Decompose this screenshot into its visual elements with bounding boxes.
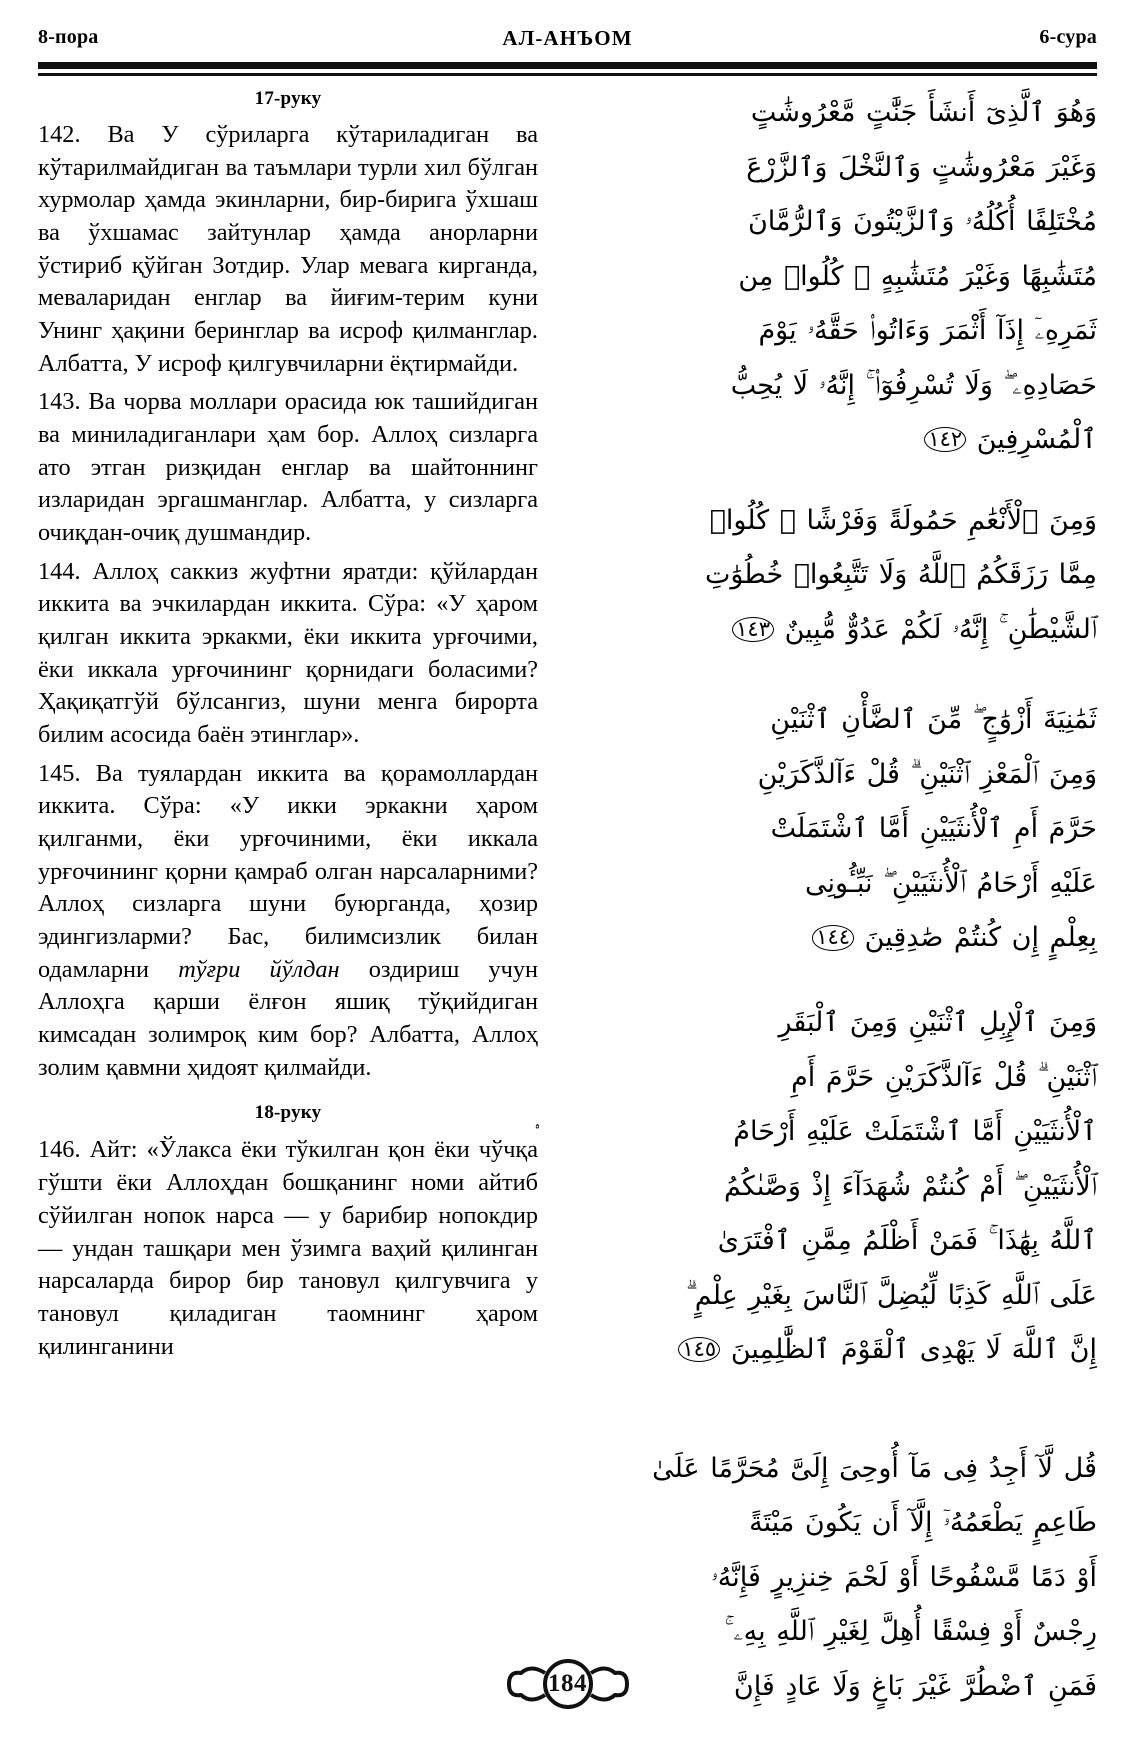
running-head-left: 8-пора bbox=[38, 26, 99, 48]
ayah-number-marker: ١٤٥ bbox=[678, 1337, 720, 1362]
page-footer bbox=[0, 1645, 1135, 1723]
verse-143 bbox=[38, 386, 538, 549]
ruku-heading-18: 18-руку bbox=[254, 1102, 322, 1124]
page-number: 184 bbox=[548, 1670, 587, 1697]
arabic-line: وَمِنَ ٱلْمَعْزِ ٱثْنَيْنِ ۗ قُلْ ءَآلذَّكَرَيْنِ bbox=[757, 758, 1097, 790]
arabic-line: وَمِنَ ٱلْأَنْعَٰمِ حَمُولَةً وَفَرْشًا ۚ كُلُوا۟ bbox=[709, 504, 1097, 536]
arabic-line-text: بِعِلْمٍ إِن كُنتُمْ صَٰدِقِينَ bbox=[864, 922, 1097, 954]
arabic-line: عَلَى ٱللَّهِ كَذِبًا لِّيُضِلَّ ٱلنَّاسَ بِغَيْرِ عِلْمٍ ۗ bbox=[686, 1279, 1097, 1311]
arabic-ayah-144 bbox=[560, 693, 1097, 966]
arabic-line-text: ٱلشَّيْطَٰنِ ۚ إِنَّهُۥ لَكُمْ عَدُوٌّ مُّبِينٌ bbox=[784, 613, 1097, 645]
verse-144 bbox=[38, 556, 538, 752]
arabic-line: مُتَشَٰبِهًا وَغَيْرَ مُتَشَٰبِهٍ ۚ كُلُوا۟ مِن bbox=[738, 260, 1097, 292]
arabic-line: مُخْتَلِفًا أُكُلُهُۥ وَٱلزَّيْتُونَ وَٱلرُّمَّانَ bbox=[747, 206, 1097, 238]
verse-text-142: Ва У сўриларга кўтариладиган ва кўтарилмайдиган ва таъмлари турли хил бўлган хурмолар ҳамда экинларни, бир-бирига ўхшаш ва ўхшамас зайтунлар ҳамда анорларни ўстириб қўйган Зотдир. Улар мевага кирганда, меваларидан енглар ва йиғим-терим куни Унинг ҳақини беринглар ва исроф қилманглар. Албатта, У исроф қилгувчиларни ёқтирмайди. bbox=[38, 121, 538, 377]
verse-number-144: 144. bbox=[38, 557, 81, 585]
verse-text-146: Айт: «Ўлакса ёки тўкилган қон ёки чўчқа гўшти ёки Аллоҳдан бошқанинг номи айтиб сўйилган нопок нарса — у барибир нопокдир — ундан ташқари мен ўзимга ваҳий қилинган нарсаларда бирор бир тановул қилгувчига у тановул қиладиган таомнинг ҳаром қилинганини bbox=[38, 1136, 539, 1360]
arabic-line: ٱلْأُنثَيَيْنِ أَمَّا ٱشْتَمَلَتْ عَلَيْهِ أَرْحَامُ bbox=[733, 1116, 1097, 1148]
arabic-line: مِمَّا رَزَقَكُمُ ٱللَّهُ وَلَا تَتَّبِعُوا۟ خُطُوَٰتِ bbox=[704, 559, 1097, 591]
arabic-line: فَمَنِ ٱضْطُرَّ غَيْرَ بَاغٍ وَلَا عَادٍ فَإِنَّ bbox=[733, 1670, 1097, 1702]
ayah-number-marker: ١٤٤ bbox=[812, 925, 854, 950]
running-head-right: 6-сура bbox=[1039, 26, 1097, 48]
arabic-line: أَوْ دَمًا مَّسْفُوحًا أَوْ لَحْمَ خِنزِيرٍ فَإِنَّهُۥ bbox=[710, 1561, 1097, 1593]
arabic-line-text: إِنَّ ٱللَّهَ لَا يَهْدِى ٱلْقَوْمَ ٱلظَّٰلِمِينَ bbox=[730, 1334, 1097, 1366]
arabic-line-final bbox=[560, 603, 1097, 658]
header-divider bbox=[38, 62, 1097, 76]
arabic-line: قُل لَّآ أَجِدُ فِى مَآ أُوحِىَ إِلَىَّ مُحَرَّمًا عَلَىٰ bbox=[652, 1452, 1097, 1484]
arabic-line: وَهُوَ ٱلَّذِىٓ أَنشَأَ جَنَّٰتٍ مَّعْرُوشَٰتٍ bbox=[750, 97, 1097, 128]
verse-142 bbox=[38, 119, 538, 380]
running-head-title: АЛ-АНЪОМ bbox=[502, 26, 633, 50]
verse-text-145-part2: оздириш учун Аллоҳга қарши ёлғон яшиқ тўқийдиган кимсадан золимроқ ким бор? Албатта, Аллоҳ золим қавмни ҳидоят қилмайди. bbox=[38, 955, 539, 1081]
arabic-line-text: ٱلْمُسْرِفِينَ bbox=[976, 424, 1097, 456]
ruku-heading-17: 17-руку bbox=[254, 88, 322, 109]
divider-rule-thin bbox=[38, 73, 1097, 76]
arabic-line: طَاعِمٍ يَطْعَمُهُۥٓ إِلَّآ أَن يَكُونَ مَيْتَةً bbox=[749, 1507, 1097, 1539]
divider-rule-thick bbox=[38, 62, 1097, 69]
arabic-line: عَلَيْهِ أَرْحَامُ ٱلْأُنثَيَيْنِ ۖ نَبِّـُٔونِى bbox=[805, 867, 1097, 899]
arabic-line: ٱلْأُنثَيَيْنِ ۖ أَمْ كُنتُمْ شُهَدَآءَ إِذْ وَصَّىٰكُمُ bbox=[723, 1170, 1097, 1202]
ayah-number-marker: ١٤٣ bbox=[732, 617, 774, 642]
verse-number-143: 143. bbox=[38, 388, 81, 416]
verse-text-144: Аллоҳ саккиз жуфтни яратди: қўйлардан иккита ва эчкилардан иккита. Сўра: «У ҳаром қилган иккита эркакми, ёки иккита урғочими, ёки иккала урғочининг қорнидаги боласими? Ҳақиқатгўй бўлсангиз, шуни менга бирорта билим асосида баён этинглар». bbox=[38, 557, 538, 749]
verse-text-145-part1: Ва туялардан иккита ва қорамоллардан иккита. Сўра: «У икки эркакни ҳаром қилганми, ёки урғочиними, ёки иккала урғочининг қорни қамраб олган нарсаларними? Аллоҳ сизларга шуни буюрганда, ҳозир эдингизларми? Бас, билимсизлик билан одамларни bbox=[38, 759, 538, 983]
arabic-line: حَصَادِهِۦ ۖ وَلَا تُسْرِفُوٓا۟ ۚ إِنَّهُۥ لَا يُحِبُّ bbox=[730, 369, 1097, 401]
verse-146 bbox=[38, 1134, 538, 1363]
arabic-line: ثَمَٰنِيَةَ أَزْوَٰجٍ ۖ مِّنَ ٱلضَّأْنِ ٱثْنَيْنِ bbox=[770, 704, 1097, 736]
verse-text-145-emphasis: тўғри йўлдан bbox=[178, 955, 340, 983]
verse-number-146: 146. bbox=[38, 1136, 81, 1164]
arabic-line: رِجْسٌ أَوْ فِسْقًا أُهِلَّ لِغَيْرِ ٱللَّهِ بِهِۦ ۚ bbox=[724, 1616, 1097, 1648]
verse-number-145: 145. bbox=[38, 759, 81, 787]
arabic-ayah-145 bbox=[560, 996, 1097, 1378]
running-head bbox=[38, 26, 1097, 60]
arabic-line-final bbox=[560, 1323, 1097, 1378]
arabic-line: وَغَيْرَ مَعْرُوشَٰتٍ وَٱلنَّخْلَ وَٱلزَّرْعَ bbox=[746, 151, 1097, 183]
arabic-line: ٱللَّهُ بِهَٰذَا ۚ فَمَنْ أَظْلَمُ مِمَّنِ ٱفْتَرَىٰ bbox=[717, 1225, 1097, 1257]
arabic-ayah-142 bbox=[560, 86, 1097, 468]
arabic-line: ثَمَرِهِۦٓ إِذَآ أَثْمَرَ وَءَاتُوا۟ حَقَّهُۥ يَوْمَ bbox=[758, 315, 1097, 347]
verse-text-143: Ва чорва моллари орасида юк ташийдиган ва миниладиганлари ҳам бор. Аллоҳ сизларга ато этган ризқидан енглар ва шайтоннинг изларидан эргашманглар. Албатта, у сизларга очиқдан-очиқ душмандир. bbox=[38, 388, 538, 547]
arabic-line: ٱثْنَيْنِ ۗ قُلْ ءَآلذَّكَرَيْنِ حَرَّمَ أَمِ bbox=[791, 1061, 1097, 1093]
ayah-number-marker: ١٤٢ bbox=[924, 427, 966, 452]
verse-number-142: 142. bbox=[38, 121, 81, 148]
page-number-ornament bbox=[488, 1653, 648, 1715]
arabic-line: وَمِنَ ٱلْإِبِلِ ٱثْنَيْنِ وَمِنَ ٱلْبَقَرِ bbox=[778, 1006, 1097, 1038]
verse-145 bbox=[38, 758, 538, 1085]
arabic-ayah-143 bbox=[560, 494, 1097, 658]
arabic-line-final bbox=[560, 911, 1097, 966]
arabic-line: حَرَّمَ أَمِ ٱلْأُنثَيَيْنِ أَمَّا ٱشْتَمَلَتْ bbox=[770, 813, 1097, 845]
translation-column bbox=[38, 84, 538, 1629]
arabic-line-final bbox=[560, 413, 1097, 468]
